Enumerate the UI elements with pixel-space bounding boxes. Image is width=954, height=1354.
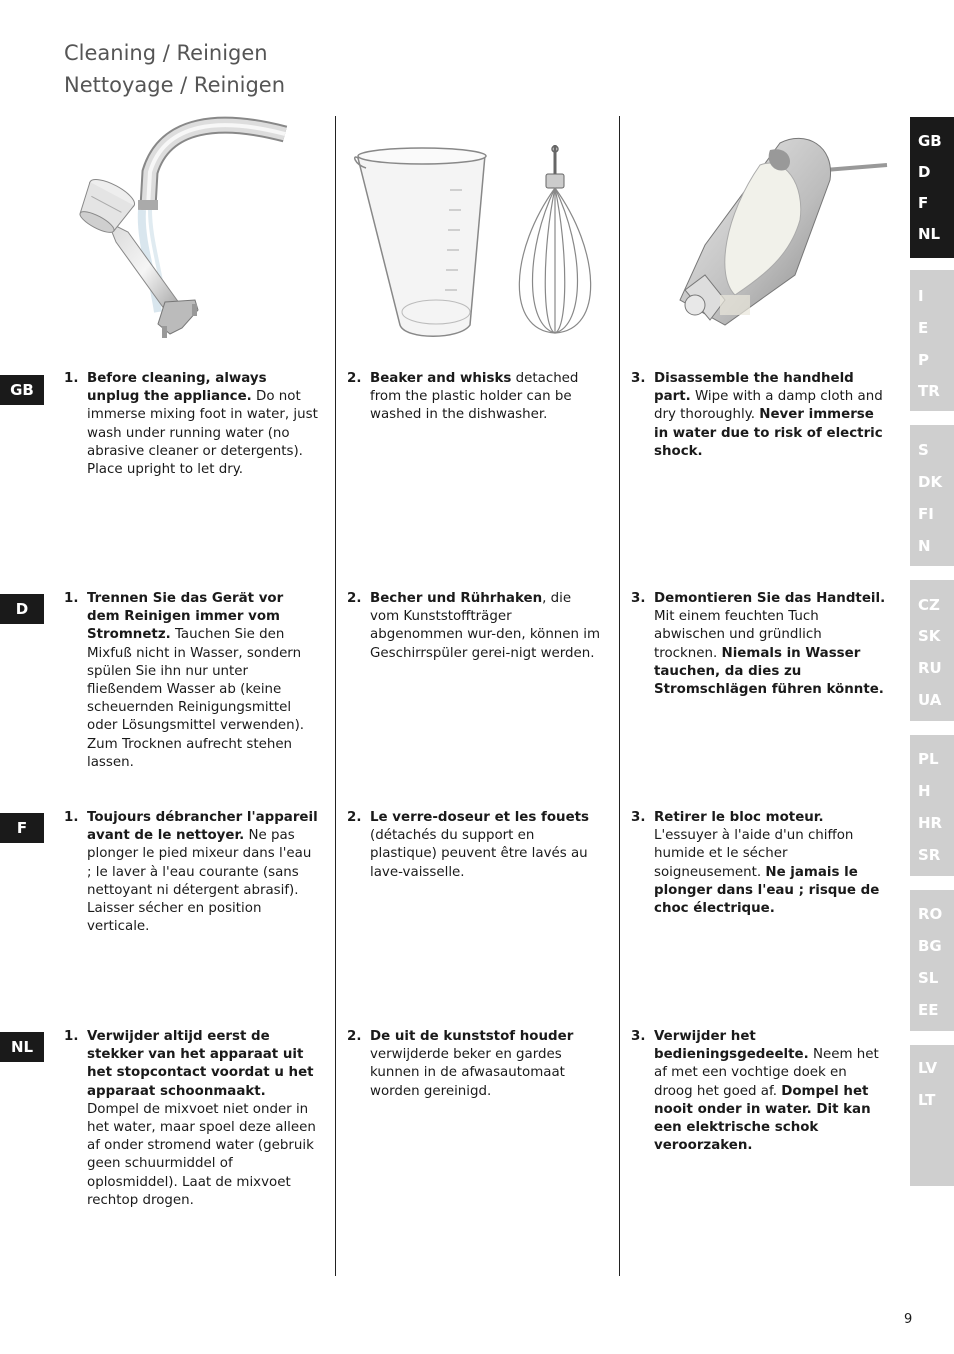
step-text-bold: Before cleaning, always unplug the appliance. <box>87 371 267 405</box>
step-number: 3. <box>631 591 646 606</box>
language-code[interactable]: LT <box>918 1091 936 1109</box>
step-number: 1. <box>64 371 79 386</box>
language-code[interactable]: SL <box>918 969 939 987</box>
language-code[interactable]: S <box>918 441 929 459</box>
step-text-run: Tauchen Sie den Mixfuß nicht in Wasser, sondern spülen Sie ihn nur unter fließendem Wasser ab (keine scheuernden Reinigungsmittel oder Lösungsmittel verwenden). Zum Trocknen aufrecht stehen lassen. <box>87 627 305 770</box>
language-code[interactable]: PL <box>918 750 939 768</box>
step-gb-3 <box>631 370 887 461</box>
section-label-d: D <box>0 594 44 624</box>
step-d-3 <box>631 590 887 699</box>
step-text-bold: Retirer le bloc moteur. <box>654 810 824 825</box>
step-d-2 <box>347 590 603 663</box>
step-text-run: Dompel de mixvoet niet onder in het water, maar spoel deze alleen af onder stromend water (gebruik geen schuurmiddel of oplosmiddel). Laat de mixvoet rechtop drogen. <box>87 1101 316 1208</box>
language-group <box>910 270 954 411</box>
step-text <box>87 1028 320 1210</box>
step-text-bold: De uit de kunststof houder <box>370 1029 574 1044</box>
section-label-gb: GB <box>0 375 44 405</box>
step-number: 1. <box>64 591 79 606</box>
step-number: 2. <box>347 1029 362 1044</box>
language-code[interactable]: NL <box>918 225 941 243</box>
language-code[interactable]: BG <box>918 937 942 955</box>
language-group <box>910 735 954 876</box>
section-label-f: F <box>0 813 44 843</box>
step-text <box>87 590 320 772</box>
language-group <box>910 425 954 566</box>
step-text-run: , die vom Kunststoffträger abgenommen wur-den, können im Geschirrspüler gerei-nigt werden. <box>370 591 601 661</box>
step-text-bold: Le verre-doseur et les fouets <box>370 810 590 825</box>
mixing-foot-under-tap-illustration <box>70 112 300 347</box>
step-text <box>87 809 320 936</box>
language-code[interactable]: D <box>918 163 931 181</box>
language-code[interactable]: CZ <box>918 596 940 614</box>
step-number: 2. <box>347 810 362 825</box>
language-group <box>910 890 954 1031</box>
step-number: 3. <box>631 810 646 825</box>
step-number: 1. <box>64 810 79 825</box>
step-text-bold: Toujours débrancher l'appareil avant de le nettoyer. <box>87 810 318 844</box>
step-text-bold: Niemals in Wasser tauchen, da dies zu Stromschlägen führen könnte. <box>654 645 884 698</box>
language-code[interactable]: GB <box>918 132 942 150</box>
language-code[interactable]: DK <box>918 473 943 491</box>
step-text-run: (détachés du support en plastique) peuvent être lavés au lave-vaisselle. <box>370 828 588 880</box>
column-divider <box>335 116 336 1276</box>
column-divider <box>619 116 620 1276</box>
step-text-bold: Disassemble the handheld part. <box>654 371 854 405</box>
language-code[interactable]: EE <box>918 1001 939 1019</box>
language-code[interactable]: I <box>918 287 924 305</box>
language-code[interactable]: TR <box>918 382 940 400</box>
step-text <box>654 809 887 918</box>
step-gb-2 <box>347 370 603 425</box>
step-text <box>370 590 603 663</box>
language-code[interactable]: RO <box>918 905 943 923</box>
page-title-line-1: Cleaning / Reinigen <box>64 41 268 65</box>
language-code[interactable]: F <box>918 194 929 212</box>
language-code[interactable]: LV <box>918 1059 938 1077</box>
step-number: 3. <box>631 371 646 386</box>
step-text-bold: Verwijder altijd eerst de stekker van het apparaat uit het stopcontact voordat u het apparaat schoonmaakt. <box>87 1029 314 1099</box>
language-code[interactable]: UA <box>918 691 942 709</box>
step-number: 1. <box>64 1029 79 1044</box>
step-text-bold: Demontieren Sie das Handteil. <box>654 591 886 606</box>
step-text-bold: Beaker and whisks <box>370 371 512 386</box>
step-number: 2. <box>347 371 362 386</box>
step-text <box>87 370 320 479</box>
language-code[interactable]: SK <box>918 627 941 645</box>
step-text-bold: Trennen Sie das Gerät vor dem Reinigen immer vom Stromnetz. <box>87 591 284 643</box>
page-number: 9 <box>904 1312 913 1327</box>
step-text <box>654 590 887 699</box>
language-code[interactable]: RU <box>918 659 942 677</box>
language-code[interactable]: HR <box>918 814 943 832</box>
step-text <box>654 370 887 461</box>
step-text-bold: Never immerse in water due to risk of electric shock. <box>654 407 883 459</box>
language-code[interactable]: E <box>918 319 929 337</box>
beaker-and-whisk-illustration <box>350 140 600 345</box>
step-f-3 <box>631 809 887 918</box>
step-text-run: verwijderde beker en gardes kunnen in de afwasautomaat worden gereinigd. <box>370 1047 565 1099</box>
language-group <box>910 580 954 721</box>
step-text-run: Do not immerse mixing foot in water, just wash under running water (no abrasive cleaner or detergents). Place upright to let dry. <box>87 389 318 478</box>
language-group <box>910 1045 954 1186</box>
language-group-active <box>910 117 954 258</box>
language-code[interactable]: P <box>918 351 929 369</box>
language-code[interactable]: SR <box>918 846 941 864</box>
step-text-bold: Verwijder het bedieningsgedeelte. <box>654 1029 809 1063</box>
language-code[interactable]: N <box>918 537 931 555</box>
step-text-run: detached from the plastic holder can be washed in the dishwasher. <box>370 371 579 423</box>
language-code[interactable]: FI <box>918 505 934 523</box>
language-code[interactable]: H <box>918 782 931 800</box>
step-text-run: Ne pas plonger le pied mixeur dans l'eau ; le laver à l'eau courante (sans nettoyant ni détergent abrasif). Laisser sécher en position verticale. <box>87 828 312 935</box>
step-gb-1 <box>64 370 320 479</box>
step-d-1 <box>64 590 320 772</box>
step-nl-3 <box>631 1028 887 1155</box>
step-text <box>370 370 603 425</box>
step-f-2 <box>347 809 603 882</box>
step-text-bold: Becher und Rührhaken <box>370 591 543 606</box>
step-text <box>370 1028 603 1101</box>
step-text-run: Wipe with a damp cloth and dry thoroughly. <box>654 389 883 423</box>
step-text-run: L'essuyer à l'aide d'un chiffon humide et le sécher soigneusement. <box>654 828 854 880</box>
step-text <box>370 809 603 882</box>
step-nl-2 <box>347 1028 603 1101</box>
step-number: 2. <box>347 591 362 606</box>
step-text-bold: Ne jamais le plonger dans l'eau ; risque de choc électrique. <box>654 864 880 917</box>
step-text-bold: Dompel het nooit onder in water. Dit kan een elektrische schok veroorzaken. <box>654 1083 871 1154</box>
step-text <box>654 1028 887 1155</box>
step-text-run: Neem het af met een vochtige doek en droog het goed af. <box>654 1047 879 1099</box>
section-label-nl: NL <box>0 1032 44 1062</box>
wiping-handheld-part-illustration <box>665 125 895 335</box>
page-title-line-2: Nettoyage / Reinigen <box>64 73 286 97</box>
step-text-run: Mit einem feuchten Tuch abwischen und gründlich trocknen. <box>654 609 822 661</box>
step-f-1 <box>64 809 320 936</box>
step-number: 3. <box>631 1029 646 1044</box>
step-nl-1 <box>64 1028 320 1210</box>
